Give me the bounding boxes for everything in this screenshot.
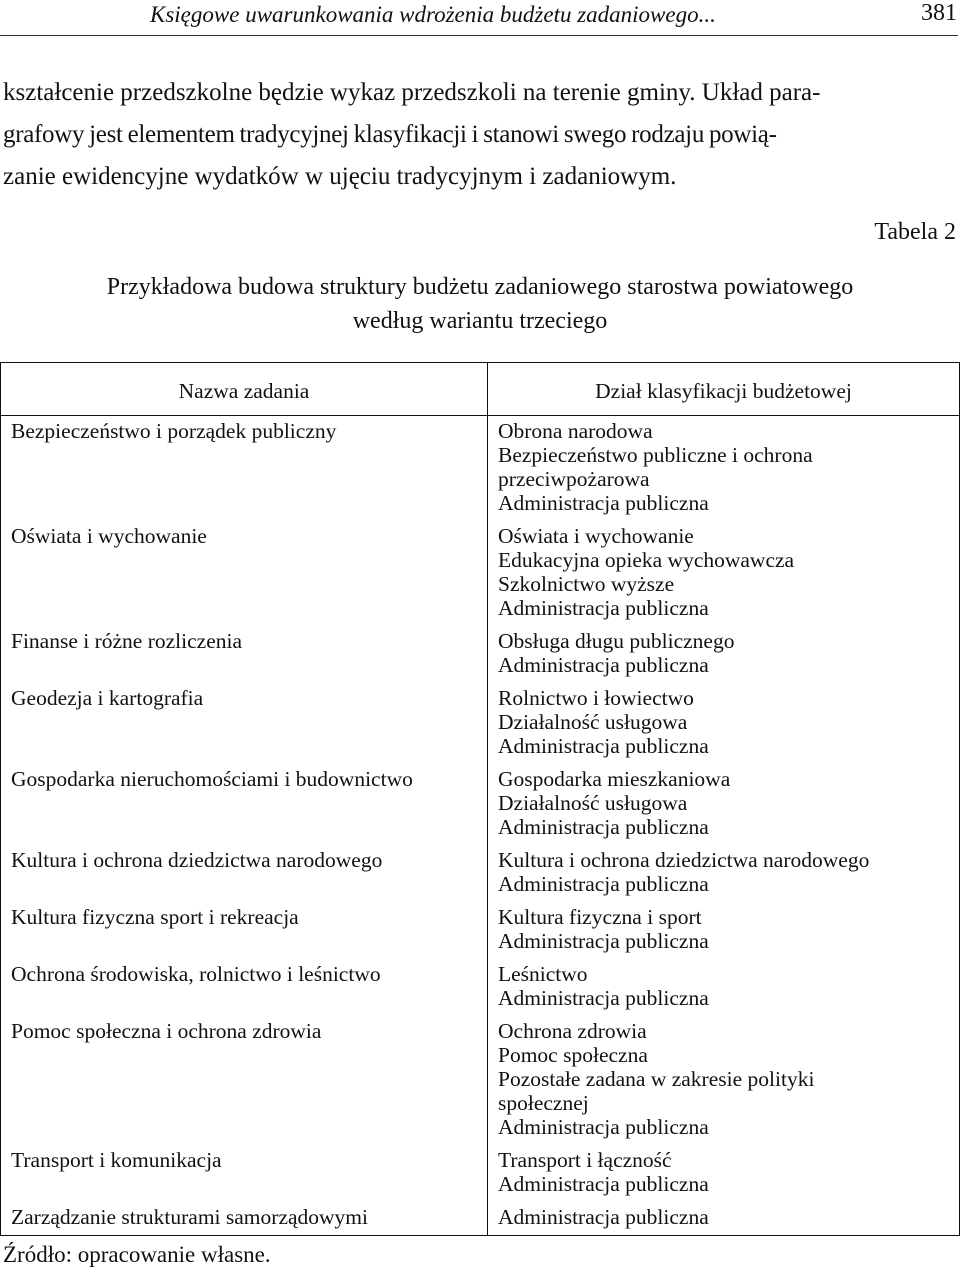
budget-section-item: przeciwpożarowa (498, 467, 650, 491)
table-number-label: Tabela 2 (874, 219, 956, 245)
budget-sections-cell (488, 521, 960, 626)
budget-section-item: Kultura i ochrona dziedzictwa narodowego (498, 848, 870, 872)
budget-section-item: Administracja publiczna (498, 986, 709, 1010)
budget-sections-cell (488, 416, 960, 522)
table-row (1, 902, 960, 959)
budget-sections-cell (488, 764, 960, 845)
budget-sections-cell (488, 959, 960, 1016)
budget-sections-cell (488, 902, 960, 959)
task-name-cell: Gospodarka nieruchomościami i budownictwo (1, 764, 488, 845)
table-caption-line: według wariantu trzeciego (352, 308, 608, 334)
task-name-cell: Ochrona środowiska, rolnictwo i leśnictwo (1, 959, 488, 1016)
budget-section-item: Gospodarka mieszkaniowa (498, 767, 731, 791)
budget-section-item: Szkolnictwo wyższe (498, 572, 675, 596)
table-row (1, 626, 960, 683)
budget-sections-cell (488, 1016, 960, 1145)
budget-sections-cell (488, 845, 960, 902)
budget-section-item: Oświata i wychowanie (498, 524, 694, 548)
table-row (1, 416, 960, 522)
header-divider (0, 35, 958, 36)
budget-section-item: Administracja publiczna (498, 653, 709, 677)
body-paragraph (3, 72, 958, 198)
budget-section-item: Administracja publiczna (498, 734, 709, 758)
budget-section-item: Transport i łączność (498, 1148, 672, 1172)
column-header-task: Nazwa zadania (1, 363, 488, 416)
paragraph-line: grafowy jest elementem tradycyjnej klasyfikacji i stanowi swego rodzaju powią- (3, 121, 777, 148)
table-row (1, 1202, 960, 1236)
table-row (1, 1016, 960, 1145)
budget-section-item: Obsługa długu publicznego (498, 629, 735, 653)
task-name-cell: Zarządzanie strukturami samorządowymi (1, 1202, 488, 1236)
table-row (1, 683, 960, 764)
table-row (1, 845, 960, 902)
task-name-cell: Finanse i różne rozliczenia (1, 626, 488, 683)
budget-section-item: Administracja publiczna (498, 1205, 709, 1229)
task-name-cell: Oświata i wychowanie (1, 521, 488, 626)
paragraph-line: zanie ewidencyjne wydatków w ujęciu tradycyjnym i zadaniowym. (3, 163, 677, 190)
budget-section-item: Kultura fizyczna i sport (498, 905, 702, 929)
table-row (1, 959, 960, 1016)
budget-sections-cell (488, 1145, 960, 1202)
budget-sections-cell (488, 683, 960, 764)
budget-section-item: Administracja publiczna (498, 596, 709, 620)
budget-section-item: Administracja publiczna (498, 872, 709, 896)
budget-structure-table (0, 362, 960, 1236)
budget-section-item: społecznej (498, 1091, 589, 1115)
table-row (1, 521, 960, 626)
budget-section-item: Obrona narodowa (498, 419, 653, 443)
task-name-cell: Bezpieczeństwo i porządek publiczny (1, 416, 488, 522)
budget-sections-cell (488, 1202, 960, 1236)
task-name-cell: Kultura fizyczna sport i rekreacja (1, 902, 488, 959)
budget-section-item: Administracja publiczna (498, 491, 709, 515)
running-header (0, 0, 960, 36)
budget-section-item: Ochrona zdrowia (498, 1019, 647, 1043)
page-number: 381 (921, 0, 957, 26)
running-header-title: Księgowe uwarunkowania wdrożenia budżetu zadaniowego... (150, 2, 716, 27)
budget-section-item: Rolnictwo i łowiectwo (498, 686, 694, 710)
column-header-section: Dział klasyfikacji budżetowej (488, 363, 960, 416)
budget-section-item: Bezpieczeństwo publiczne i ochrona (498, 443, 813, 467)
budget-section-item: Pozostałe zadana w zakresie polityki (498, 1067, 815, 1091)
budget-section-item: Działalność usługowa (498, 791, 688, 815)
task-name-cell: Kultura i ochrona dziedzictwa narodowego (1, 845, 488, 902)
task-name-cell: Transport i komunikacja (1, 1145, 488, 1202)
budget-sections-cell (488, 626, 960, 683)
budget-section-item: Edukacyjna opieka wychowawcza (498, 548, 795, 572)
task-name-cell: Pomoc społeczna i ochrona zdrowia (1, 1016, 488, 1145)
table-body (1, 416, 960, 1236)
budget-section-item: Administracja publiczna (498, 1115, 709, 1139)
budget-section-item: Administracja publiczna (498, 815, 709, 839)
budget-section-item: Działalność usługowa (498, 710, 688, 734)
task-name-cell: Geodezja i kartografia (1, 683, 488, 764)
budget-section-item: Administracja publiczna (498, 929, 709, 953)
table-caption (0, 270, 960, 338)
budget-section-item: Leśnictwo (498, 962, 588, 986)
budget-section-item: Pomoc społeczna (498, 1043, 648, 1067)
paragraph-line: kształcenie przedszkolne będzie wykaz przedszkoli na terenie gminy. Układ para- (3, 79, 821, 106)
table-caption-line: Przykładowa budowa struktury budżetu zadaniowego starostwa powiatowego (106, 274, 854, 300)
table-header-row (1, 363, 960, 416)
table-row (1, 1145, 960, 1202)
table-row (1, 764, 960, 845)
source-note: Źródło: opracowanie własne. (3, 1242, 271, 1267)
budget-section-item: Administracja publiczna (498, 1172, 709, 1196)
